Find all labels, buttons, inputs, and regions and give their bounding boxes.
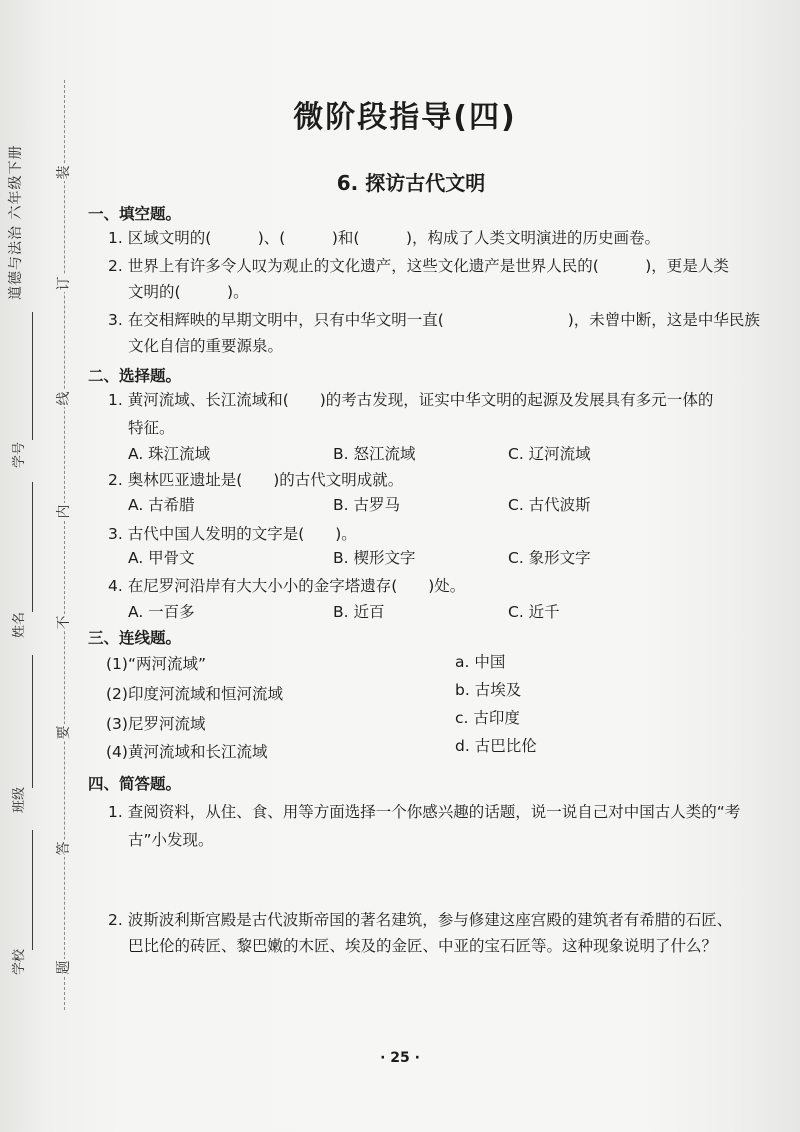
- student-id-label: 学号: [12, 441, 27, 468]
- choice-3-option-c: C. 象形文字: [508, 549, 591, 567]
- short-question-1-cont: 古”小发现。: [128, 831, 214, 849]
- choice-1-option-c: C. 辽河流域: [508, 445, 591, 463]
- fill-question-3-cont: 文化自信的重要源泉。: [128, 337, 284, 355]
- binding-char: 内: [56, 504, 72, 519]
- binding-char: 答: [56, 841, 72, 856]
- fill-question-2-cont: 文明的( )。: [128, 283, 249, 301]
- matching-left-1: (1)“两河流域”: [106, 655, 207, 673]
- matching-left-2: (2)印度河流域和恒河流域: [106, 685, 283, 703]
- binding-char: 线: [56, 391, 72, 406]
- choice-question-1: 1. 黄河流域、长江流域和( )的考古发现，证实中华文明的起源及发展具有多元一体的: [108, 391, 714, 409]
- name-label: 姓名: [12, 611, 27, 638]
- choice-2-option-c: C. 古代波斯: [508, 496, 591, 514]
- fill-question-1: 1. 区域文明的( )、( )和( )，构成了人类文明演进的历史画卷。: [108, 229, 661, 247]
- matching-right-a: a. 中国: [455, 653, 506, 671]
- matching-right-b: b. 古埃及: [455, 681, 522, 699]
- binding-char: 要: [56, 725, 72, 740]
- class-line: [32, 655, 33, 788]
- choice-question-4: 4. 在尼罗河沿岸有大大小小的金字塔遗存( )处。: [108, 577, 466, 595]
- binding-char: 题: [56, 960, 72, 975]
- binding-dashed-line: [64, 80, 65, 1010]
- matching-left-4: (4)黄河流域和长江流域: [106, 743, 268, 761]
- matching-right-d: d. 古巴比伦: [455, 737, 537, 755]
- choice-4-option-a: A. 一百多: [128, 603, 195, 621]
- short-question-2-cont: 巴比伦的砖匠、黎巴嫩的木匠、埃及的金匠、中亚的宝石匠等。这种现象说明了什么？: [128, 937, 718, 955]
- binding-char: 装: [56, 165, 72, 180]
- student-id-line: [32, 312, 33, 440]
- matching-right-c: c. 古印度: [455, 709, 520, 727]
- choice-4-option-c: C. 近千: [508, 603, 560, 621]
- school-line: [32, 830, 33, 950]
- short-answer-heading: 四、简答题。: [88, 775, 182, 793]
- fill-question-2: 2. 世界上有许多令人叹为观止的文化遗产，这些文化遗产是世界人民的( )，更是人类: [108, 257, 729, 275]
- choice-3-option-a: A. 甲骨文: [128, 549, 195, 567]
- short-question-2: 2. 波斯波利斯宫殿是古代波斯帝国的著名建筑，参与修建这座宫殿的建筑者有希腊的石匠、: [108, 911, 733, 929]
- binding-char: 不: [56, 615, 72, 630]
- matching-heading: 三、连线题。: [88, 629, 182, 647]
- page-title: 微阶段指导(四): [293, 100, 517, 135]
- choice-3-option-b: B. 楔形文字: [333, 549, 416, 567]
- class-label: 班级: [12, 786, 27, 813]
- choice-question-3: 3. 古代中国人发明的文字是( )。: [108, 525, 357, 543]
- choice-heading: 二、选择题。: [88, 367, 182, 385]
- choice-question-2: 2. 奥林匹亚遗址是( )的古代文明成就。: [108, 471, 404, 489]
- book-title: 道德与法治 六年级下册: [8, 144, 24, 300]
- choice-2-option-b: B. 古罗马: [333, 496, 400, 514]
- school-label: 学校: [12, 948, 27, 975]
- choice-question-1-cont: 特征。: [128, 419, 175, 437]
- name-line: [32, 482, 33, 612]
- choice-2-option-a: A. 古希腊: [128, 496, 195, 514]
- lesson-title: 6. 探访古代文明: [336, 171, 486, 195]
- choice-1-option-a: A. 珠江流域: [128, 445, 211, 463]
- page-number: · 25 ·: [380, 1050, 420, 1066]
- binding-char: 订: [56, 276, 72, 291]
- short-question-1: 1. 查阅资料，从住、食、用等方面选择一个你感兴趣的话题，说一说自己对中国古人类的“考: [108, 803, 741, 821]
- choice-1-option-b: B. 怒江流域: [333, 445, 416, 463]
- matching-left-3: (3)尼罗河流域: [106, 715, 206, 733]
- fill-in-heading: 一、填空题。: [88, 205, 182, 223]
- choice-4-option-b: B. 近百: [333, 603, 385, 621]
- fill-question-3: 3. 在交相辉映的早期文明中，只有中华文明一直( )，未曾中断，这是中华民族: [108, 311, 760, 329]
